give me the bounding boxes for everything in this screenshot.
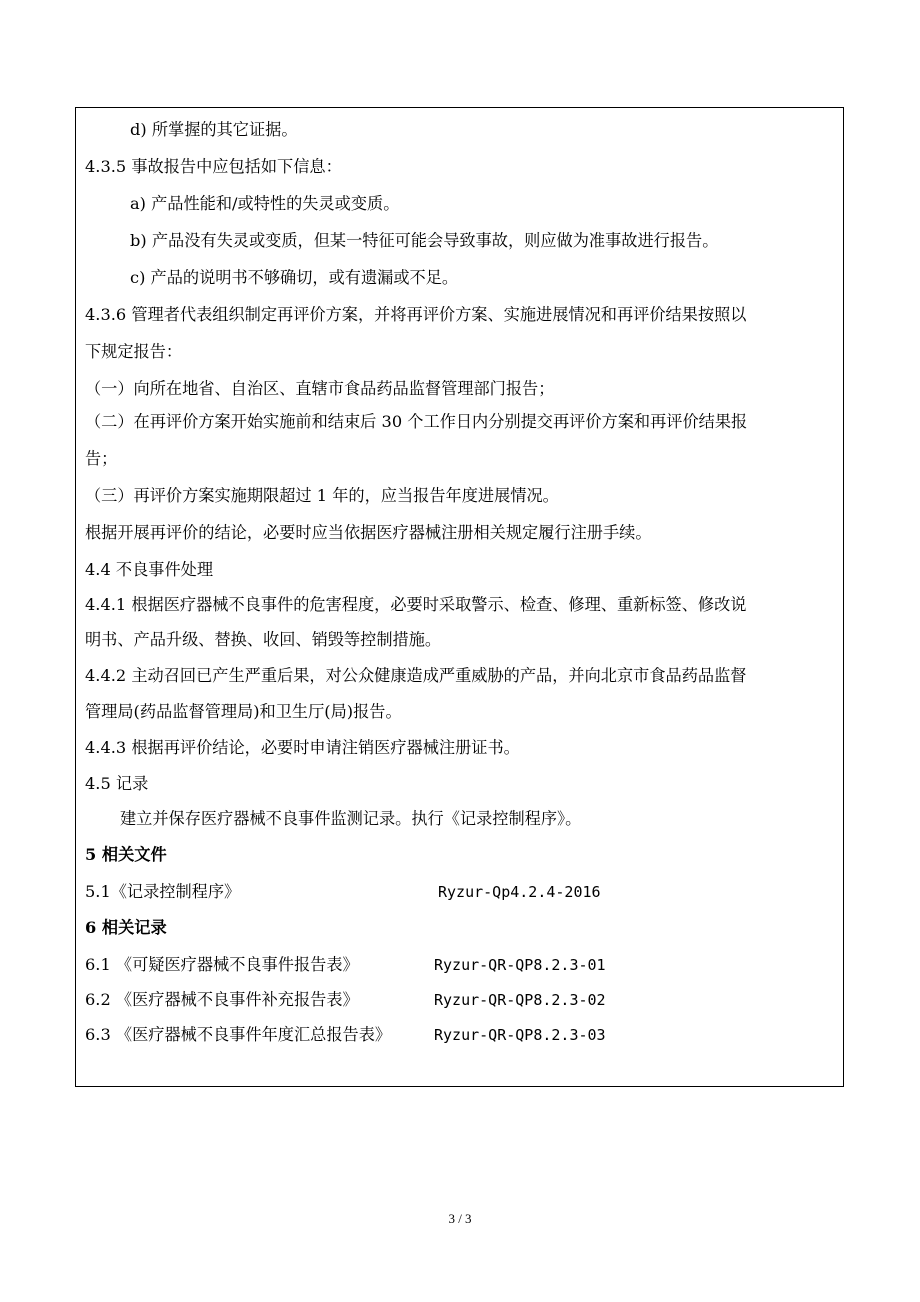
- section-6-item-2-code: Ryzur-QR-QP8.2.3-02: [434, 991, 606, 1009]
- clause-4-3-5: 4.3.5 事故报告中应包括如下信息：: [85, 157, 342, 176]
- section-5-item-label: 5.1《记录控制程序》: [85, 882, 241, 901]
- clause-a: a) 产品性能和/或特性的失灵或变质。: [130, 194, 400, 213]
- clause-b: b) 产品没有失灵或变质，但某一特征可能会导致事故，则应做为准事故进行报告。: [130, 231, 719, 250]
- section-6-item-1-label: 6.1 《可疑医疗器械不良事件报告表》: [85, 955, 359, 974]
- clause-4-4-1-line1: 4.4.1 根据医疗器械不良事件的危害程度，必要时采取警示、检查、修理、重新标签、修改说: [85, 595, 747, 614]
- clause-4-4-heading: 4.4 不良事件处理: [85, 560, 214, 579]
- clause-4-5-body: 建立并保存医疗器械不良事件监测记录。执行《记录控制程序》。: [120, 809, 582, 828]
- section-5-item-code: Ryzur-Qp4.2.4-2016: [438, 883, 601, 901]
- clause-4-4-1-line2: 明书、产品升级、替换、收回、销毁等控制措施。: [85, 630, 442, 649]
- clause-4-3-6-line2: 下规定报告：: [85, 342, 183, 361]
- clause-d-evidence: d) 所掌握的其它证据。: [130, 120, 298, 139]
- section-6-item-2-label: 6.2 《医疗器械不良事件补充报告表》: [85, 990, 359, 1009]
- item-two-line1: （二）在再评价方案开始实施前和结束后 30 个工作日内分别提交再评价方案和再评价结果报: [85, 412, 748, 431]
- clause-4-4-3: 4.4.3 根据再评价结论，必要时申请注销医疗器械注册证书。: [85, 738, 520, 757]
- clause-4-3-6-line1: 4.3.6 管理者代表组织制定再评价方案，并将再评价方案、实施进展情况和再评价结果按照以: [85, 305, 747, 324]
- section-6-item-3-code: Ryzur-QR-QP8.2.3-03: [434, 1026, 606, 1044]
- item-one: （一）向所在地省、自治区、直辖市食品药品监督管理部门报告；: [85, 379, 555, 398]
- item-two-line2: 告；: [85, 449, 118, 468]
- section-6-item-1-code: Ryzur-QR-QP8.2.3-01: [434, 956, 606, 974]
- item-three: （三）再评价方案实施期限超过 1 年的，应当报告年度进展情况。: [85, 486, 559, 505]
- clause-4-4-2-line1: 4.4.2 主动召回已产生严重后果，对公众健康造成严重威胁的产品，并向北京市食品药品监督: [85, 666, 747, 685]
- page-number: 3 / 3: [448, 1211, 472, 1226]
- section-5-heading: 5 相关文件: [85, 845, 167, 864]
- clause-4-4-2-line2: 管理局(药品监督管理局)和卫生厅(局)报告。: [85, 702, 402, 721]
- clause-c: c) 产品的说明书不够确切，或有遗漏或不足。: [130, 268, 459, 287]
- clause-4-5-heading: 4.5 记录: [85, 774, 149, 793]
- reevaluation-conclusion: 根据开展再评价的结论，必要时应当依据医疗器械注册相关规定履行注册手续。: [85, 523, 652, 542]
- section-6-item-3-label: 6.3 《医疗器械不良事件年度汇总报告表》: [85, 1025, 392, 1044]
- section-6-heading: 6 相关记录: [85, 918, 167, 937]
